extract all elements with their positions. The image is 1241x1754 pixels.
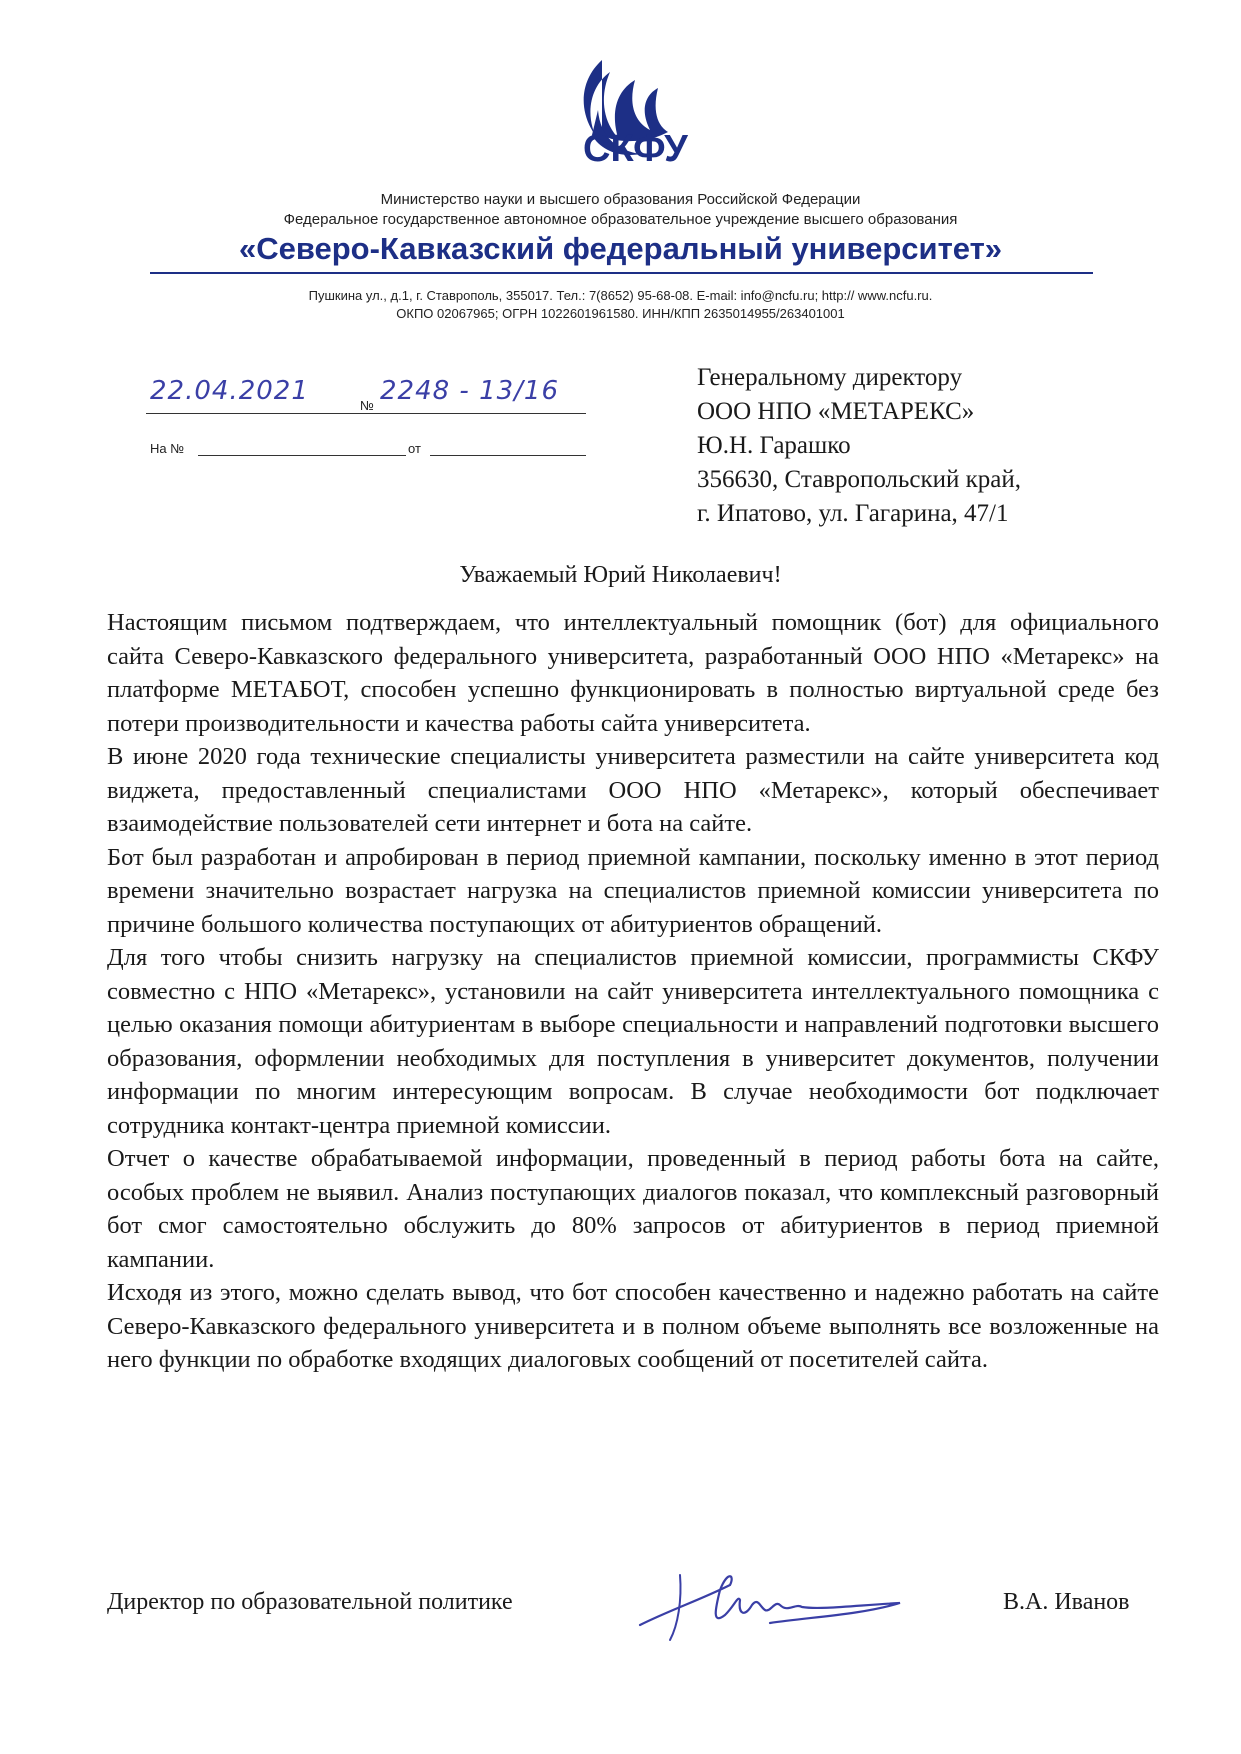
body-paragraph: Отчет о качестве обрабатываемой информации, проведенный в период работы бота на сайте, особых проблем не выявил. Анализ поступающих диалогов показал, что комплексный разговорный бот смог самостоятельно обслужить до 80% запросов от абитуриентов в период приемной кампании.	[107, 1145, 1159, 1273]
addressee-line: ООО НПО «МЕТАРЕКС»	[697, 398, 975, 425]
contact-address: Пушкина ул., д.1, г. Ставрополь, 355017. Тел.: 7(8652) 95-68-08. E-mail: info@ncfu.ru; http:// www.ncfu.ru.	[308, 288, 933, 303]
university-name: «Северо-Кавказский федеральный университет»	[238, 231, 1003, 266]
addressee-line: Ю.Н. Гарашко	[697, 432, 851, 459]
registration-underline	[146, 413, 586, 414]
reply-to-label: На №	[150, 441, 185, 456]
logo-text: СКФУ	[583, 128, 688, 170]
registration-number-label: №	[360, 398, 374, 413]
letter-body	[107, 606, 1159, 1377]
handwritten-signature	[620, 1555, 920, 1645]
signatory-position: Директор по образовательной политике	[107, 1589, 513, 1615]
header-divider	[150, 272, 1093, 274]
addressee-line: г. Ипатово, ул. Гагарина, 47/1	[697, 500, 1009, 527]
reply-from-label: от	[408, 441, 421, 456]
greeting: Уважаемый Юрий Николаевич!	[459, 562, 782, 588]
registration-date: 22.04.2021	[150, 376, 309, 406]
addressee-line: 356630, Ставропольский край,	[697, 466, 1022, 493]
reply-from-underline	[430, 455, 586, 456]
body-paragraph: Исходя из этого, можно сделать вывод, что бот способен качественно и надежно работать на сайте Северо-Кавказского федерального университета и в полном объеме выполнять все возложенные на него функции по обработке входящих диалоговых сообщений от посетителей сайта.	[107, 1279, 1159, 1373]
ministry-line-1: Министерство науки и высшего образования Российской Федерации	[380, 191, 861, 208]
body-paragraph: Для того чтобы снизить нагрузку на специалистов приемной комиссии, программисты СКФУ совместно с НПО «Метарекс», установили на сайт университета интеллектуального помощника с целью оказания помощи абитуриентам в выборе специальности и направлений подготовки высшего образования, оформлении необходимых для поступления в университет документов, получении информации по многим интересующим вопросам. В случае необходимости бот подключает сотрудника контакт-центра приемной комиссии.	[107, 944, 1159, 1139]
body-paragraph: В июне 2020 года технические специалисты университета разместили на сайте университета код виджета, предоставленный специалистами ООО НПО «Метарекс», который обеспечивает взаимодействие пользователей сети интернет и бота на сайте.	[107, 743, 1159, 837]
reply-to-underline	[198, 455, 406, 456]
ministry-line-2: Федеральное государственное автономное образовательное учреждение высшего образования	[283, 211, 958, 228]
body-paragraph: Настоящим письмом подтверждаем, что интеллектуальный помощник (бот) для официального сайта Северо-Кавказского федерального университета, разработанный ООО НПО «Метарекс» на платформе МЕТАБОТ, способен успешно функционировать в полностью виртуальной среде без потери производительности и качества работы сайта университета.	[107, 609, 1159, 737]
registration-number: 2248 - 13/16	[380, 376, 560, 406]
addressee-block	[697, 361, 1021, 531]
body-paragraph: Бот был разработан и апробирован в период приемной кампании, поскольку именно в этот период времени значительно возрастает нагрузка на специалистов приемной комиссии университета по причине большого количества поступающих от абитуриентов обращений.	[107, 843, 1159, 938]
signatory-name: В.А. Иванов	[1003, 1589, 1130, 1615]
contact-codes: ОКПО 02067965; ОГРН 1022601961580. ИНН/КПП 2635014955/263401001	[396, 306, 845, 321]
addressee-line: Генеральному директору	[697, 364, 963, 391]
